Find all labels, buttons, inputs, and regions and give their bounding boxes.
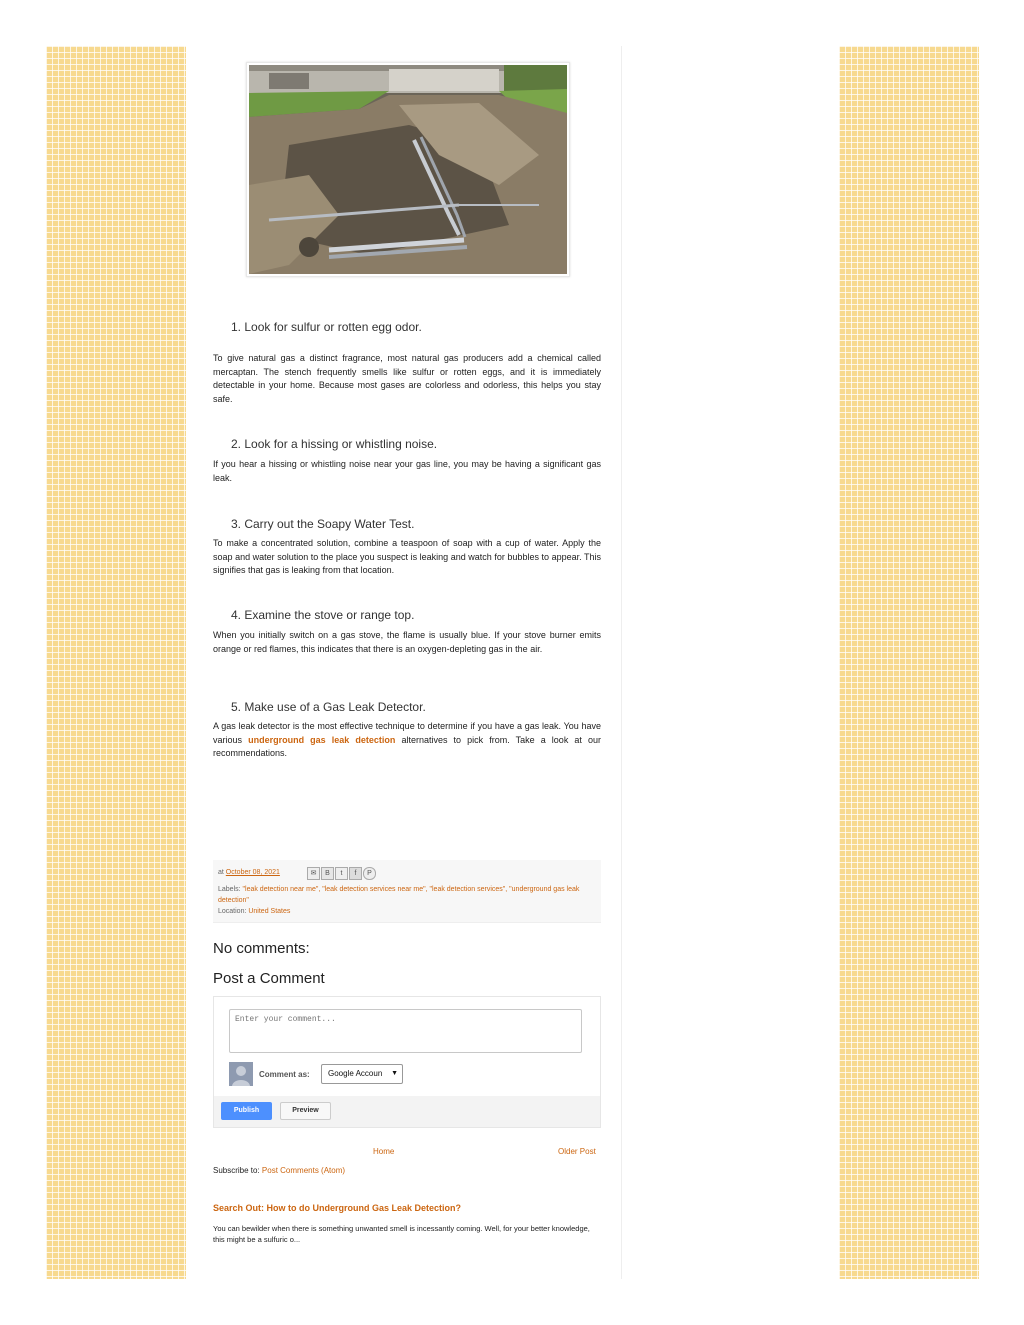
step-5-text (213, 720, 601, 761)
step-4-heading: 4. Examine the stove or range top. (231, 608, 415, 622)
column-divider (621, 46, 622, 1279)
step-2-text: If you hear a hissing or whistling noise near your gas line, you may be having a significant gas leak. (213, 459, 601, 483)
step-5-text-before: A gas leak detector is the most effective technique to determine if you have a gas leak. You have various (213, 721, 601, 745)
post-location: Location: United States (218, 908, 291, 915)
step-3-heading: 3. Carry out the Soapy Water Test. (231, 517, 415, 531)
location-link[interactable]: United States (248, 908, 291, 915)
comment-as-label: Comment as: (259, 1070, 310, 1079)
related-post-title[interactable]: Search Out: How to do Underground Gas Leak Detection? (213, 1203, 462, 1213)
chevron-down-icon: ▼ (391, 1070, 398, 1077)
excavation-pipes-photo (249, 65, 567, 274)
account-select[interactable] (321, 1064, 403, 1084)
underground-gas-leak-detection-link[interactable]: underground gas leak detection (248, 734, 396, 745)
preview-button[interactable]: Preview (280, 1102, 331, 1120)
right-background-pattern (839, 46, 979, 1279)
older-post-link[interactable]: Older Post (558, 1147, 596, 1156)
post-labels: Labels: "leak detection near me", "leak detection services near me", "leak detection services", "underground gas leak detection" (218, 886, 580, 904)
comment-form (213, 996, 601, 1128)
post-a-comment-title: Post a Comment (213, 970, 325, 987)
post-timestamp: at October 08, 2021 (218, 869, 280, 876)
subscribe-line: Subscribe to: Post Comments (Atom) (213, 1166, 346, 1175)
post-image[interactable] (246, 62, 570, 277)
step-2-heading: 2. Look for a hissing or whistling noise. (231, 437, 438, 451)
facebook-icon[interactable]: f (349, 867, 362, 880)
blogger-icon[interactable]: B (321, 867, 334, 880)
post-footer (213, 860, 601, 923)
pinterest-icon[interactable]: P (363, 867, 376, 880)
step-1-text: To give natural gas a distinct fragrance, most natural gas producers add a chemical called mercaptan. The stench frequently smells like sulfur or rotten eggs, and it is immediately detectable in your home. Because most gases are colorless and odorless, this helps you stay safe. (213, 353, 601, 404)
step-4-text: When you initially switch on a gas stove, the flame is usually blue. If your stove burner emits orange or red flames, this indicates that there is an oxygen-depleting gas in the air. (213, 630, 601, 654)
user-silhouette-icon (229, 1062, 253, 1086)
step-1-heading: 1. Look for sulfur or rotten egg odor. (231, 320, 422, 334)
left-background-pattern (46, 46, 186, 1279)
twitter-icon[interactable]: t (335, 867, 348, 880)
post-labels-links[interactable]: "leak detection near me", "leak detection services near me", "leak detection services", "underground gas leak detection" (218, 886, 580, 904)
comment-input[interactable] (229, 1009, 582, 1053)
step-5-text-after: alternatives to pick from. Take a look at our recommendations. (213, 734, 601, 758)
share-buttons (307, 867, 376, 880)
post-comments-atom-link[interactable]: Post Comments (Atom) (261, 1166, 346, 1175)
comment-button-bar (214, 1096, 600, 1127)
home-link[interactable]: Home (373, 1147, 395, 1156)
publish-button[interactable]: Publish (221, 1102, 272, 1120)
step-5-heading: 5. Make use of a Gas Leak Detector. (231, 700, 426, 714)
step-3-text: To make a concentrated solution, combine a teaspoon of soap with a cup of water. Apply the soap and water solution to the place you suspect is leaking and watch for bubbles to appear. This signifies that gas is leaking from that location. (213, 538, 601, 575)
avatar (229, 1062, 253, 1086)
post-date-link[interactable]: October 08, 2021 (225, 869, 280, 876)
account-select-value: Google Accoun (328, 1069, 383, 1078)
email-icon[interactable]: ✉ (307, 867, 320, 880)
no-comments-title: No comments: (213, 940, 310, 957)
related-post-snippet: You can bewilder when there is something unwanted smell is incessantly coming. Well, for your better knowledge, this might be a sulfuric o... (213, 1224, 590, 1244)
